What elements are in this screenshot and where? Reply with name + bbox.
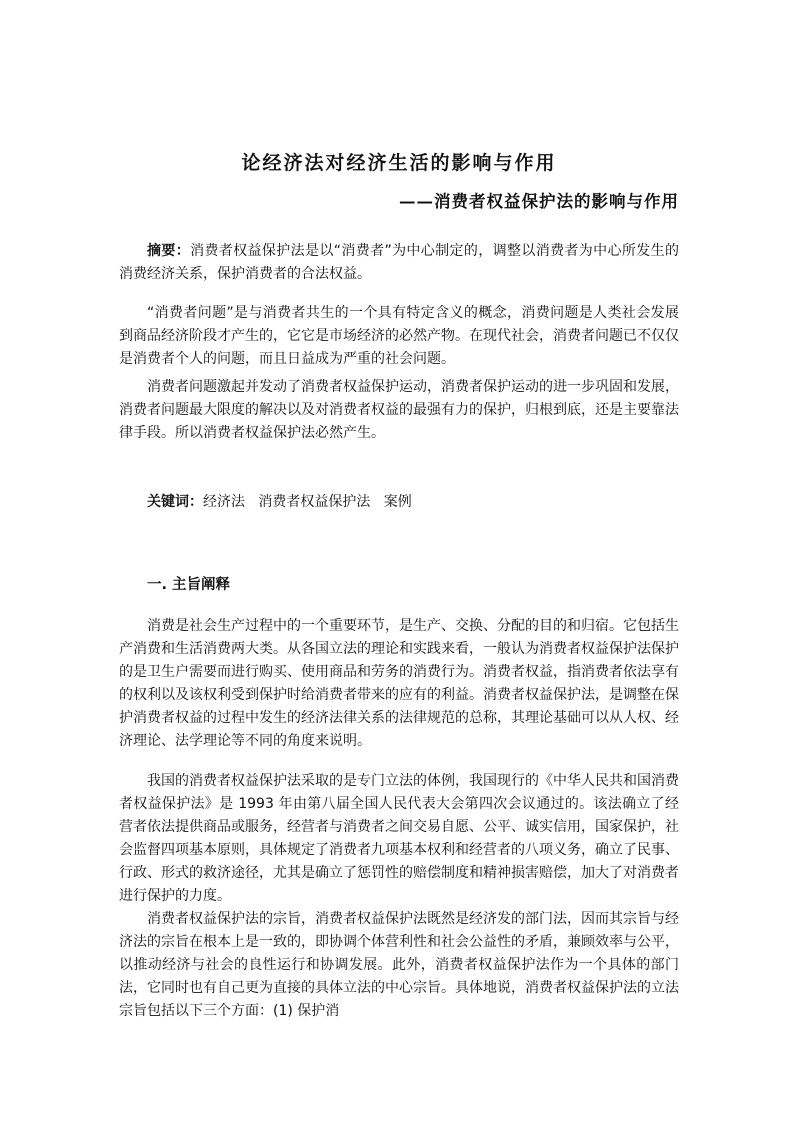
document-page [119, 0, 679, 1123]
body-paragraph-3: 消费者权益保护法的宗旨，消费者权益保护法既然是经济发的部门法，因而其宗旨与经济法的宗旨在根本上是一致的，即协调个体营利性和社会公益性的矛盾，兼顾效率与公平，以推动经济与社会的良性运行和协调发展。此外，消费者权益保护法作为一个具体的部门法，它同时也有自己更为直接的具体立法的中心宗旨。具体地说，消费者权益保护法的立法宗旨包括以下三个方面：(1) 保护消 [119, 911, 679, 1019]
keywords-label: 关键词： [147, 494, 203, 510]
keywords-line [147, 491, 412, 514]
intro-paragraph-1: “消费者问题”是与消费者共生的一个具有特定含义的概念，消费问题是人类社会发展到商品经济阶段才产生的，它它是市场经济的必然产物。在现代社会，消费者问题已不仅仅是消费者个人的问题，而且日益成为严重的社会问题。 [119, 305, 679, 367]
keywords-text: 经济法 消费者权益保护法 案例 [203, 494, 412, 510]
abstract-text: 消费者权益保护法是以“消费者”为中心制定的，调整以消费者为中心所发生的消费经济关系，保护消费者的合法权益。 [119, 243, 679, 282]
intro-paragraph-2: 消费者问题激起并发动了消费者权益保护运动，消费者保护运动的进一步巩固和发展，消费者问题最大限度的解决以及对消费者权益的最强有力的保护，归根到底，还是主要靠法律手段。所以消费者权益保护法必然产生。 [119, 379, 679, 441]
abstract-label: 摘要： [147, 243, 191, 259]
section-heading: 一. 主旨阐释 [147, 577, 231, 593]
body-paragraph-1: 消费是社会生产过程中的一个重要环节，是生产、交换、分配的目的和归宿。它包括生产消费和生活消费两大类。从各国立法的理论和实践来看，一般认为消费者权益保护法保护的是卫生户需要而进行购买、使用商品和劳务的消费行为。消费者权益，指消费者依法享有的权利以及该权利受到保护时给消费者带来的应有的利益。消费者权益保护法，是调整在保护消费者权益的过程中发生的经济法律关系的法律规范的总称，其理论基础可以从人权、经济理论、法学理论等不同的角度来说明。 [119, 618, 679, 749]
body-paragraph-2: 我国的消费者权益保护法采取的是专门立法的体例，我国现行的《中华人民共和国消费者权益保护法》是 1993 年由第八届全国人民代表大会第四次会议通过的。该法确立了经营者依法提供商品或服务，经营者与消费者之间交易自愿、公平、诚实信用，国家保护，社会监督四项基本原则，具体规定了消费者九项基本权利和经营者的八项义务，确立了民事、行政、形式的救济途径，尤其是确立了惩罚性的赔偿制度和精神损害赔偿，加大了对消费者进行保护的力度。 [119, 773, 679, 904]
document-subtitle: ——消费者权益保护法的影响与作用 [399, 192, 679, 211]
document-title: 论经济法对经济生活的影响与作用 [241, 152, 557, 174]
abstract-paragraph [119, 240, 679, 286]
